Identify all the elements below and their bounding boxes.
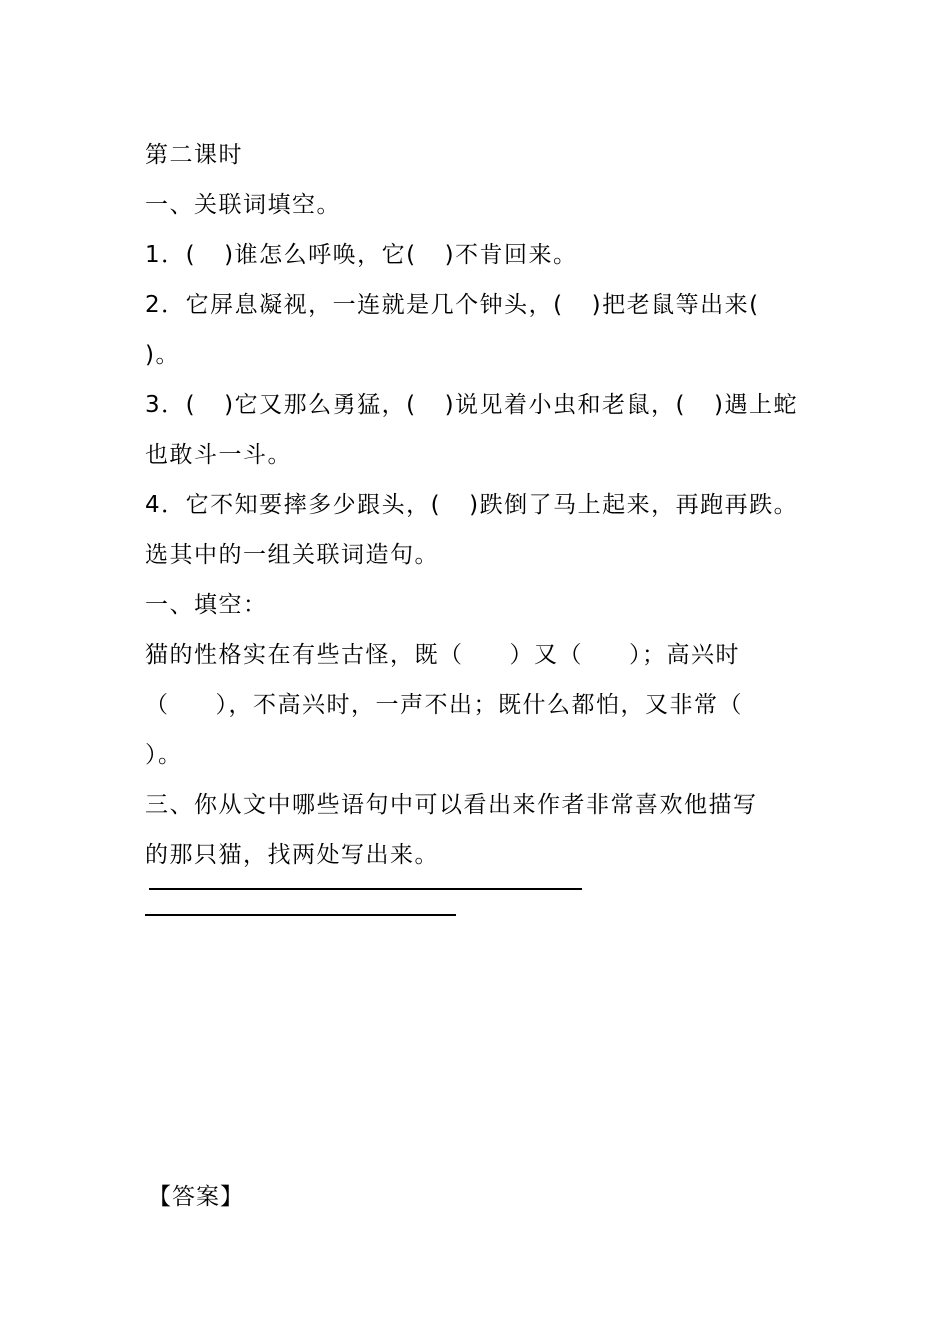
answer-label: 【答案】 — [148, 1184, 244, 1210]
q2-part-b: )把老鼠等出来( — [591, 292, 760, 318]
question-3 — [145, 380, 810, 430]
sentence-task: 选其中的一组关联词造句。 — [145, 542, 439, 568]
q3-part-d: )遇上蛇 — [714, 392, 798, 418]
fill-2-part-a: （ — [145, 692, 170, 718]
q4-part-b: )跌倒了马上起来，再跑再跌。 — [469, 492, 799, 518]
q1-part-a: 1．( — [145, 242, 197, 268]
q2-part-a: 2．它屏息凝视，一连就是几个钟头，( — [145, 292, 564, 318]
q3-part-c: )说见着小虫和老鼠，( — [444, 392, 687, 418]
q1-part-b: )谁怎么呼唤，它( — [224, 242, 417, 268]
q2-part-c: )。 — [145, 342, 180, 368]
lesson-title: 第二课时 — [145, 142, 243, 168]
section3-line-1: 三、你从文中哪些语句中可以看出来作者非常喜欢他描写 — [145, 792, 758, 818]
fill-line-2 — [145, 680, 810, 730]
fill-line-1 — [145, 630, 810, 680]
q4-part-a: 4．它不知要摔多少跟头，( — [145, 492, 442, 518]
worksheet-body — [145, 130, 810, 880]
question-2 — [145, 280, 810, 330]
fill-line-3: ）。 — [145, 742, 183, 768]
q3-part-a: 3．( — [145, 392, 197, 418]
fill-1-part-a: 猫的性格实在有些古怪，既（ — [145, 642, 464, 668]
section3-line-2: 的那只猫，找两处写出来。 — [145, 842, 439, 868]
fill-1-part-b: ）又（ — [509, 642, 583, 668]
section1-heading: 一、关联词填空。 — [145, 192, 341, 218]
q3-part-b: )它又那么勇猛，( — [224, 392, 417, 418]
question-2-cont — [145, 330, 810, 380]
answer-underline-1 — [149, 888, 582, 890]
answer-underline-2 — [145, 914, 456, 916]
question-3-cont: 也敢斗一斗。 — [145, 442, 292, 468]
fill-2-part-b: ），不高兴时，一声不出；既什么都怕，又非常（ — [215, 692, 743, 718]
q1-part-c: )不肯回来。 — [444, 242, 578, 268]
question-4 — [145, 480, 810, 530]
section2-heading: 一、填空： — [145, 592, 268, 618]
question-1 — [145, 230, 810, 280]
fill-1-part-c: ）；高兴时 — [629, 642, 740, 668]
